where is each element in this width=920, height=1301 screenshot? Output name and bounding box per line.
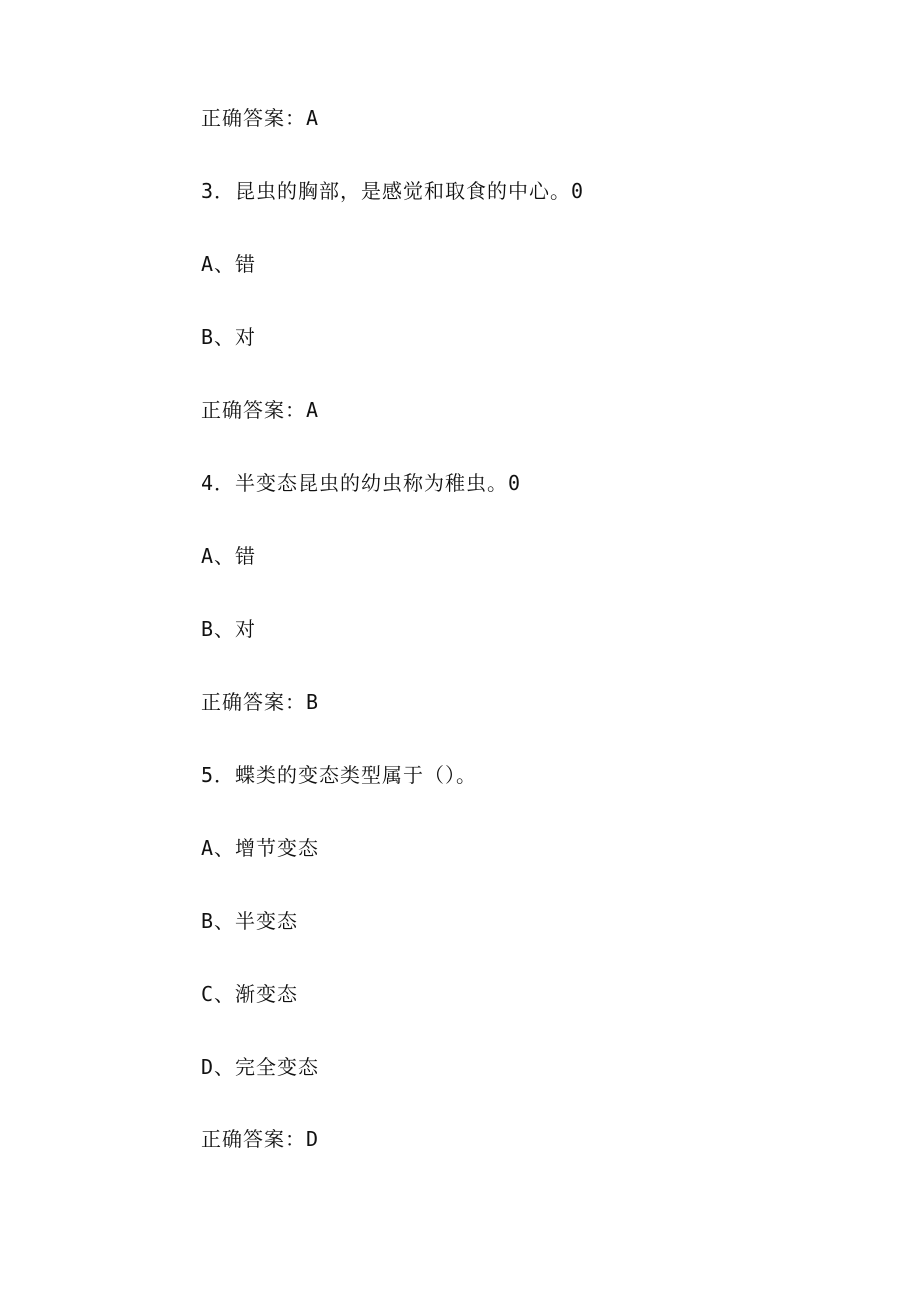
q2-answer: 正确答案：A — [201, 106, 320, 130]
q5-answer: 正确答案：D — [201, 1127, 320, 1151]
q4-option-b: B、对 — [201, 617, 257, 641]
q3-answer: 正确答案：A — [201, 398, 320, 422]
q3-question: 3．昆虫的胸部，是感觉和取食的中心。0 — [201, 179, 585, 203]
q5-option-b: B、半变态 — [201, 909, 299, 933]
q5-option-d: D、完全变态 — [201, 1055, 320, 1079]
q3-option-a: A、错 — [201, 252, 257, 276]
q5-option-c: C、渐变态 — [201, 982, 299, 1006]
q4-answer: 正确答案：B — [201, 690, 320, 714]
q5-option-a: A、增节变态 — [201, 836, 320, 860]
q5-question: 5．蝶类的变态类型属于（）。 — [201, 763, 478, 787]
q4-option-a: A、错 — [201, 544, 257, 568]
q3-option-b: B、对 — [201, 325, 257, 349]
q4-question: 4．半变态昆虫的幼虫称为稚虫。0 — [201, 471, 522, 495]
